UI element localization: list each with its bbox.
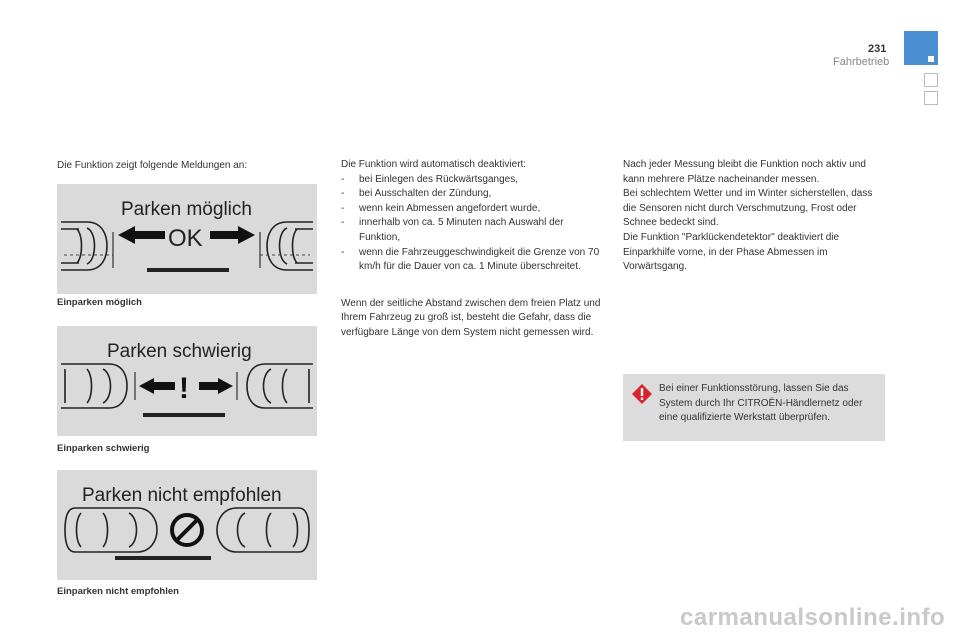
parken-nicht-empfohlen-graphic [57,470,317,580]
car-right-icon [247,364,313,408]
arrow-left-icon [139,378,175,394]
warning-symbol: ! [179,372,189,405]
display-parken-moeglich [57,184,317,294]
page-number: 231 [868,43,887,55]
gauge-bar [143,413,225,417]
display-parken-schwierig [57,326,317,436]
warning-box [623,374,885,441]
arrow-left-icon [118,226,165,244]
tab-marker [928,56,934,62]
weather-paragraph: Bei schlechtem Wetter und im Winter sicherstellen, dass die Sensoren nicht durch Verschmutzung, Frost oder Schnee bedeckt sind. [623,188,873,229]
front-parking-paragraph: Die Funktion "Parklückendetektor" deaktiviert die Einparkhilfe vorne, in der Phase Abmessen im Vorwärtsgang. [623,231,840,273]
measurement-paragraph: Nach jeder Messung bleibt die Funktion noch aktiv und kann mehrere Plätze nacheinander messen. [623,159,866,185]
deactivation-list [341,173,605,275]
car-left-icon [61,222,107,270]
gauge-bar [115,556,211,560]
list-item: - bei Einlegen des Rückwärtsganges, [341,173,518,185]
ok-symbol: OK [168,225,203,252]
display-title: Parken möglich [121,199,252,220]
arrow-right-icon [210,226,255,244]
caption-parken-moeglich: Einparken möglich [57,297,142,308]
chapter-title: Fahrbetrieb [833,56,890,68]
car-left-icon [65,508,157,552]
deactivation-heading: Die Funktion wird automatisch deaktiviert: [341,159,527,170]
caption-parken-schwierig: Einparken schwierig [57,443,150,454]
watermark: carmanualsonline.info [680,604,946,631]
caption-parken-nicht-empfohlen: Einparken nicht empfohlen [57,586,179,597]
car-right-icon [267,222,313,270]
car-left-icon [61,364,127,408]
parken-moeglich-graphic [57,184,317,294]
list-item: - wenn kein Abmessen angefordert wurde, [341,202,541,214]
deactivation-section [341,158,605,341]
tab-box-1 [924,73,938,87]
list-item: - bei Ausschalten der Zündung, [341,188,492,200]
parken-schwierig-graphic [57,326,317,436]
distance-paragraph: Wenn der seitliche Abstand zwischen dem freien Platz und Ihrem Fahrzeug zu groß ist, besteht die Gefahr, dass die verfügbare Länge von dem System nicht gemessen wird. [341,297,601,338]
chapter-tab [904,31,938,65]
list-item: - innerhalb von ca. 5 Minuten nach Auswahl der Funktion, [341,217,564,243]
info-section [623,158,885,275]
display-title: Parken schwierig [107,341,252,362]
warning-icon [632,384,652,404]
display-parken-nicht-empfohlen [57,470,317,580]
car-right-icon [217,508,309,552]
no-entry-icon [172,515,202,545]
list-item: - wenn die Fahrzeuggeschwindigkeit die Grenze von 70 km/h für die Dauer von ca. 1 Minute überschreitet. [341,246,600,273]
warning-text: Bei einer Funktionsstörung, lassen Sie das System durch Ihr CITROËN-Händlernetz oder eine qualifizierte Werkstatt überprüfen. [659,383,863,424]
display-title: Parken nicht empfohlen [82,485,282,506]
arrow-right-icon [199,378,233,394]
intro-text: Die Funktion zeigt folgende Meldungen an: [57,160,248,171]
gauge-bar [147,268,229,272]
tab-box-2 [924,91,938,105]
